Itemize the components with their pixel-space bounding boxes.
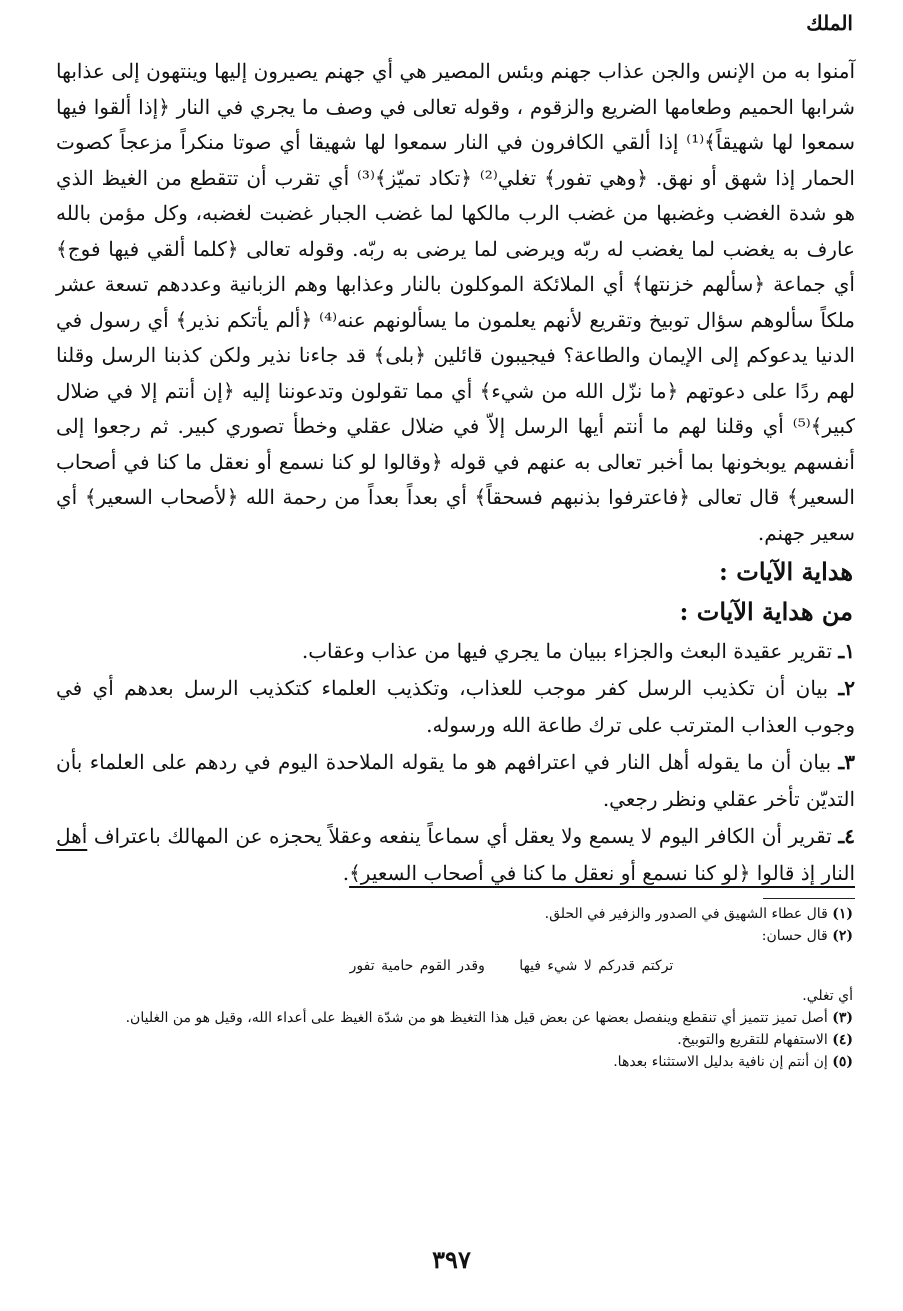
guidance-item-text: تقرير أن الكافر اليوم لا يسمع ولا يعقل أي سماعاً ينفعه وعقلاً يحجزه عن المهالك باعتراف xyxy=(93,824,832,848)
guidance-item-1 xyxy=(56,633,855,670)
guidance-item-number: ١ـ xyxy=(838,639,855,663)
footnote-number: (٢) xyxy=(832,928,853,944)
footnote-2 xyxy=(50,925,853,947)
footnote-text: قال حسان: xyxy=(761,928,828,944)
footnote-number: (٤) xyxy=(832,1032,853,1048)
guidance-item-text: بيان أن تكذيب الرسل كفر موجب للعذاب، وتكذيب العلماء كتكذيب الرسل بعدهم أي في وجوب العذاب المترتب على ترك طاعة الله ورسوله. xyxy=(56,676,855,737)
commentary-paragraph: آمنوا به من الإنس والجن عذاب جهنم وبئس المصير هي أي جهنم يصيرون إليها وينتهون إلى عذابها شرابها الحميم وطعامها الضريع والزقوم ، وقوله تعالى في وصف ما يجري في النار ﴿إذا ألقوا فيها سمعوا لها شهيقاً﴾⁽¹⁾ إذا ألقي الكافرون في النار سمعوا لها شهيقا أي صوتا منكراً مزعجاً كصوت الحمار إذا شهق أو نهق. ﴿وهي تفور﴾ تغلي⁽²⁾ ﴿تكاد تميّز﴾⁽³⁾ أي تقرب أن تتقطع من الغيظ الذي هو شدة الغضب وغضبها من غضب الرب مالكها لما غضب الجبار غضبت لغضبه، وكل مؤمن بالله عارف به يغضب لما يغضب له ربّه ويرضى لما يرضى به ربّه. وقوله تعالى ﴿كلما ألقي فيها فوج﴾ أي جماعة ﴿سألهم خزنتها﴾ أي الملائكة الموكلون بالنار وعذابها وهم الزبانية وعددهم تسعة عشر ملكاً سألوهم سؤال توبيخ وتقريع لأنهم يعلمون ما يسألونهم عنه⁽⁴⁾ ﴿ألم يأتكم نذير﴾ أي رسول في الدنيا يدعوكم إلى الإيمان والطاعة؟ فيجيبون قائلين ﴿بلى﴾ قد جاءنا نذير ولكن كذبنا الرسل وقلنا لهم ردًا على دعوتهم ﴿ما نزّل الله من شيء﴾ أي مما تقولون وتدعوننا إليه ﴿إن أنتم إلا في ضلال كبير﴾⁽⁵⁾ أي وقلنا لهم ما أنتم أيها الرسل إلاّ في ضلال عقلي وخطأ تصوري كبير. ثم رجعوا إلى أنفسهم يوبخونها بما أخبر تعالى به عنهم في قوله ﴿وقالوا لو كنا نسمع أو نعقل ما كنا في أصحاب السعير﴾ قال تعالى ﴿فاعترفوا بذنبهم فسحقاً﴾ أي بعداً بعداً من رحمة الله ﴿لأصحاب السعير﴾ أي سعير جهنم. xyxy=(56,59,856,545)
running-title: الملك xyxy=(806,11,853,35)
verse-first-hemistich: تركتم قدركم لا شيء فيها xyxy=(519,958,674,974)
guidance-item-4 xyxy=(56,818,855,892)
footnote-number: (٣) xyxy=(832,1010,853,1026)
footnote-text: قال عطاء الشهيق في الصدور والزفير في الحلق. xyxy=(544,906,828,922)
page-number: ٣٩٧ xyxy=(432,1245,471,1274)
guidance-item-number: ٣ـ xyxy=(838,750,856,774)
footnote-divider xyxy=(763,898,855,899)
guidance-item-end: . xyxy=(342,861,350,885)
footnote-text: أصل تميز تتميز أي تنقطع وينفصل بعضها عن بعض قيل هذا التغيظ هو من شدّة الغيظ على أعداء الله، وقيل هو من الغليان. xyxy=(125,1010,828,1026)
footnote-text: الاستفهام للتقريع والتوبيخ. xyxy=(677,1032,828,1048)
footnote-text: إن أنتم إن نافية بدليل الاستثناء بعدها. xyxy=(613,1054,828,1070)
verse-second-hemistich: وقدر القوم حامية تفور xyxy=(349,958,485,974)
footnote-4 xyxy=(50,1029,853,1051)
guidance-item-2 xyxy=(56,670,855,744)
footnotes xyxy=(40,903,863,1073)
guidance-list xyxy=(40,633,863,892)
footnote-number: (١) xyxy=(832,906,853,922)
guidance-item-text: تقرير عقيدة البعث والجزاء ببيان ما يجري فيها من عذاب وعقاب. xyxy=(301,639,833,663)
footnote-1 xyxy=(50,903,853,925)
guidance-item-number: ٢ـ xyxy=(838,676,855,700)
poetry-verse xyxy=(50,955,853,977)
guidance-item-number: ٤ـ xyxy=(838,824,856,848)
subsection-heading: من هداية الآيات : xyxy=(679,597,853,626)
guidance-item-text: بيان أن ما يقوله أهل النار في اعترافهم هو ما يقوله الملاحدة اليوم في ردهم على العلماء بأن التديّن تأخر عقلي ونظر رجعي. xyxy=(56,750,855,811)
footnote-3 xyxy=(50,1007,853,1029)
guidance-item-3 xyxy=(56,744,855,818)
footnote-2-tail: أي تغلي. xyxy=(802,988,853,1004)
guidance-item-underlined-quote: أهل النار إذ قالوا ﴿لو كنا نسمع أو نعقل ما كنا في أصحاب السعير﴾ xyxy=(56,824,855,885)
footnote-5 xyxy=(50,1051,853,1073)
footnote-number: (٥) xyxy=(832,1054,853,1070)
section-heading: هداية الآيات : xyxy=(719,557,853,586)
